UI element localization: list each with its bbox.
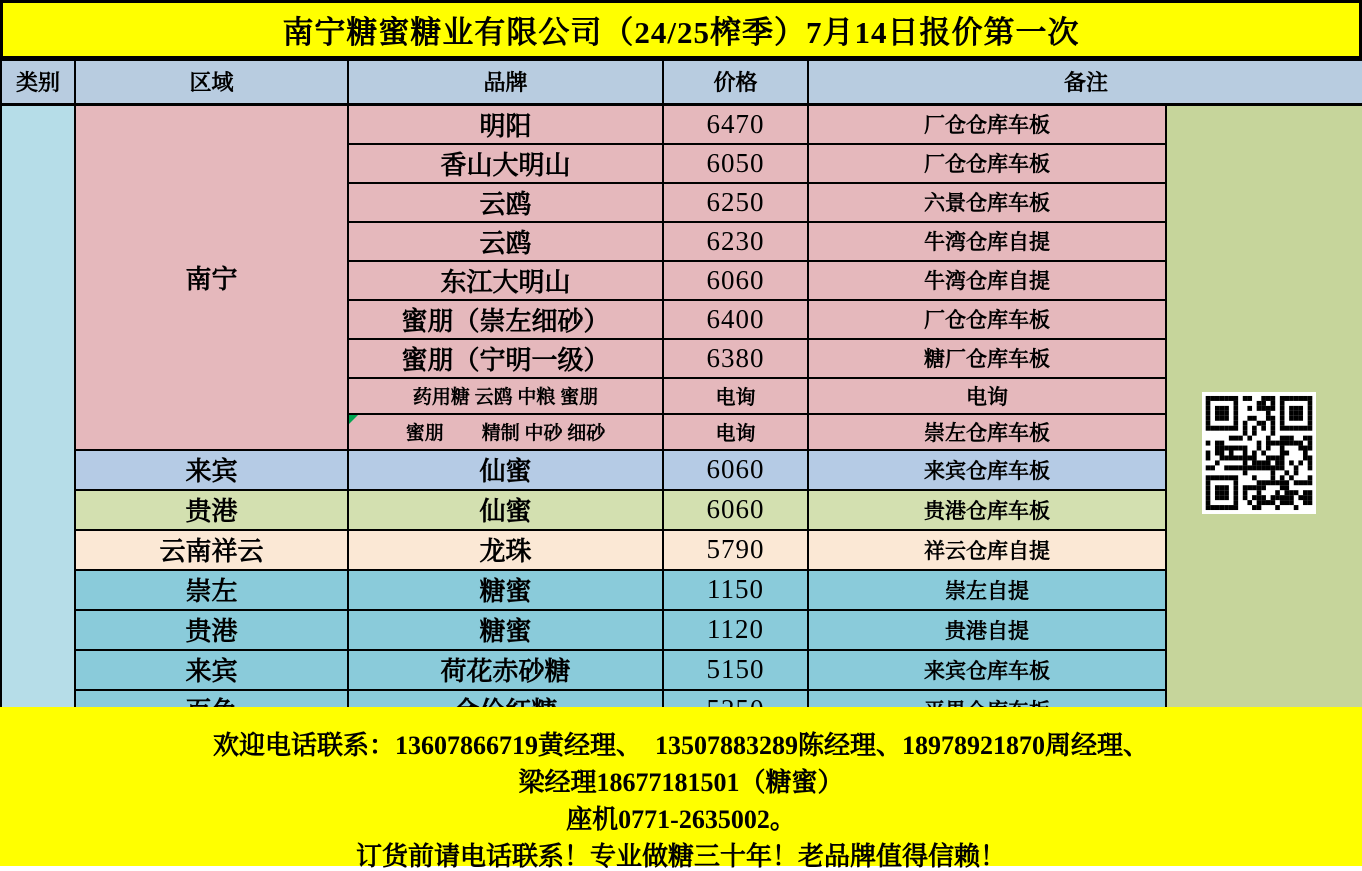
brand-cell: 蜜朋（崇左细砂） xyxy=(348,300,663,339)
region-cell: 崇左 xyxy=(75,570,348,610)
note-cell: 贵港仓库车板 xyxy=(808,490,1166,530)
footer-line: 订货前请电话联系！专业做糖三十年！老品牌值得信赖！ xyxy=(355,842,1006,871)
header-row xyxy=(1,60,1362,104)
qr-code xyxy=(1202,392,1316,514)
note-cell: 厂仓仓库车板 xyxy=(808,104,1166,144)
column-header-1: 类别 xyxy=(1,60,75,104)
region-cell: 贵港 xyxy=(75,610,348,650)
footer-banner xyxy=(0,707,1362,871)
price-cell: 6470 xyxy=(663,104,808,144)
brand-cell: 糖蜜 xyxy=(348,610,663,650)
price-cell: 1150 xyxy=(663,570,808,610)
footer-line: 座机0771-2635002。 xyxy=(566,805,796,834)
note-cell: 贵港自提 xyxy=(808,610,1166,650)
brand-cell: 蜜朋（宁明一级） xyxy=(348,339,663,378)
column-header-2: 区域 xyxy=(75,60,348,104)
brand-cell: 东江大明山 xyxy=(348,261,663,300)
price-cell: 6060 xyxy=(663,450,808,490)
brand-cell: 明阳 xyxy=(348,104,663,144)
note-cell: 来宾仓库车板 xyxy=(808,650,1166,690)
column-header-5: 备注 xyxy=(808,60,1362,104)
category-merged-cell xyxy=(1,104,75,730)
table-row xyxy=(1,490,1362,530)
note-cell: 崇左自提 xyxy=(808,570,1166,610)
region-cell: 来宾 xyxy=(75,450,348,490)
note-cell: 糖厂仓库车板 xyxy=(808,339,1166,378)
price-cell: 6050 xyxy=(663,144,808,183)
brand-cell: 仙蜜 xyxy=(348,450,663,490)
note-cell: 牛湾仓库自提 xyxy=(808,222,1166,261)
price-cell: 1120 xyxy=(663,610,808,650)
note-cell: 祥云仓库自提 xyxy=(808,530,1166,570)
region-cell: 贵港 xyxy=(75,490,348,530)
price-cell: 6400 xyxy=(663,300,808,339)
brand-cell: 仙蜜 xyxy=(348,490,663,530)
table-row xyxy=(1,450,1362,490)
price-table xyxy=(0,59,1362,731)
note-cell: 六景仓库车板 xyxy=(808,183,1166,222)
note-cell: 厂仓仓库车板 xyxy=(808,300,1166,339)
note-cell: 牛湾仓库自提 xyxy=(808,261,1166,300)
brand-cell: 糖蜜 xyxy=(348,570,663,610)
column-header-4: 价格 xyxy=(663,60,808,104)
price-cell: 电询 xyxy=(663,414,808,450)
side-panel xyxy=(1166,104,1362,730)
brand-cell: 香山大明山 xyxy=(348,144,663,183)
brand-cell: 药用糖 云鸥 中粮 蜜朋 xyxy=(348,378,663,414)
brand-cell: 龙珠 xyxy=(348,530,663,570)
note-cell: 来宾仓库车板 xyxy=(808,450,1166,490)
comment-flag-icon xyxy=(349,415,358,424)
region-cell: 来宾 xyxy=(75,650,348,690)
table-row xyxy=(1,570,1362,610)
price-cell: 6060 xyxy=(663,490,808,530)
note-cell: 电询 xyxy=(808,378,1166,414)
price-cell: 6380 xyxy=(663,339,808,378)
brand-cell: 云鸥 xyxy=(348,183,663,222)
footer-line: 梁经理18677181501（糖蜜） xyxy=(518,768,844,797)
table-row xyxy=(1,530,1362,570)
brand-cell: 蜜朋 精制 中砂 细砂 xyxy=(348,414,663,450)
table-row xyxy=(1,104,1362,144)
price-cell: 6060 xyxy=(663,261,808,300)
table-row xyxy=(1,650,1362,690)
brand-cell: 云鸥 xyxy=(348,222,663,261)
title-banner xyxy=(0,0,1362,59)
footer-line: 欢迎电话联系：13607866719黄经理、 13507883289陈经理、18978921870周经理、 xyxy=(212,731,1149,760)
region-cell: 南宁 xyxy=(75,104,348,450)
price-cell: 5790 xyxy=(663,530,808,570)
price-cell: 5150 xyxy=(663,650,808,690)
table-body xyxy=(1,104,1362,730)
table-row xyxy=(1,610,1362,650)
region-cell: 云南祥云 xyxy=(75,530,348,570)
note-cell: 厂仓仓库车板 xyxy=(808,144,1166,183)
price-cell: 电询 xyxy=(663,378,808,414)
price-cell: 6230 xyxy=(663,222,808,261)
page-title: 南宁糖蜜糖业有限公司（24/25榨季）7月14日报价第一次 xyxy=(282,15,1080,50)
column-header-3: 品牌 xyxy=(348,60,663,104)
note-cell: 崇左仓库车板 xyxy=(808,414,1166,450)
brand-cell: 荷花赤砂糖 xyxy=(348,650,663,690)
price-cell: 6250 xyxy=(663,183,808,222)
